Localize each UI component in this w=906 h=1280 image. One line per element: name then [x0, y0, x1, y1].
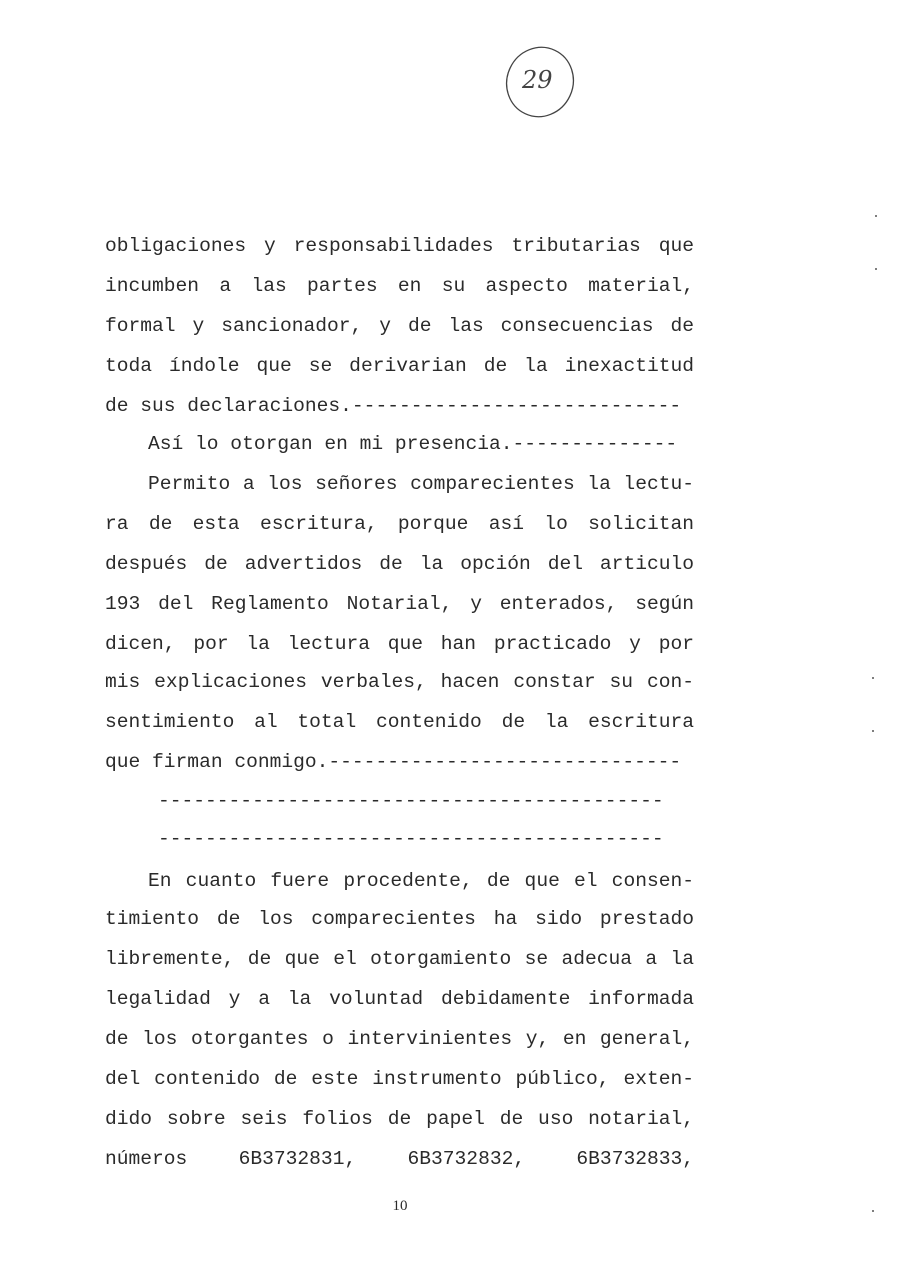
text-line: Así lo otorgan en mi presencia.--------------: [148, 433, 678, 455]
text-line: después de advertidos de la opción del articulo: [105, 553, 694, 575]
text-line: libremente, de que el otorgamiento se adecua a la: [105, 948, 694, 970]
dash-filler-line: -------------------------------------------: [158, 828, 664, 850]
text-line: ra de esta escritura, porque así lo solicitan: [105, 513, 694, 535]
text-line: toda índole que se derivarian de la inexactitud: [105, 355, 694, 377]
scan-speck: [872, 1210, 874, 1212]
page-number: 10: [392, 1198, 408, 1214]
text-line: números 6B3732831, 6B3732832, 6B3732833,: [105, 1148, 694, 1170]
text-line: de sus declaraciones.----------------------------: [105, 395, 682, 417]
text-line: dido sobre seis folios de papel de uso notarial,: [105, 1108, 694, 1130]
scan-speck: [872, 730, 874, 732]
text-line: En cuanto fuere procedente, de que el consen-: [148, 870, 694, 892]
text-line: legalidad y a la voluntad debidamente informada: [105, 988, 694, 1010]
text-line: formal y sancionador, y de las consecuencias de: [105, 315, 694, 337]
scan-speck: [875, 268, 877, 270]
text-line: mis explicaciones verbales, hacen constar su con-: [105, 671, 694, 693]
text-line: incumben a las partes en su aspecto material,: [105, 275, 694, 297]
text-line: de los otorgantes o intervinientes y, en general,: [105, 1028, 694, 1050]
scan-speck: [875, 215, 877, 217]
text-line: que firman conmigo.------------------------------: [105, 751, 682, 773]
svg-text:29: 29: [522, 66, 553, 94]
text-line: timiento de los comparecientes ha sido prestado: [105, 908, 694, 930]
scan-speck: [872, 677, 874, 679]
text-line: sentimiento al total contenido de la escritura: [105, 711, 694, 733]
text-line: del contenido de este instrumento público, exten-: [105, 1068, 694, 1090]
text-line: Permito a los señores comparecientes la lectu-: [148, 473, 694, 495]
dash-filler-line: -------------------------------------------: [158, 790, 664, 812]
handwritten-folio-number-seal: [500, 40, 580, 120]
text-line: obligaciones y responsabilidades tributarias que: [105, 235, 694, 257]
text-line: dicen, por la lectura que han practicado y por: [105, 633, 694, 655]
text-line: 193 del Reglamento Notarial, y enterados, según: [105, 593, 694, 615]
